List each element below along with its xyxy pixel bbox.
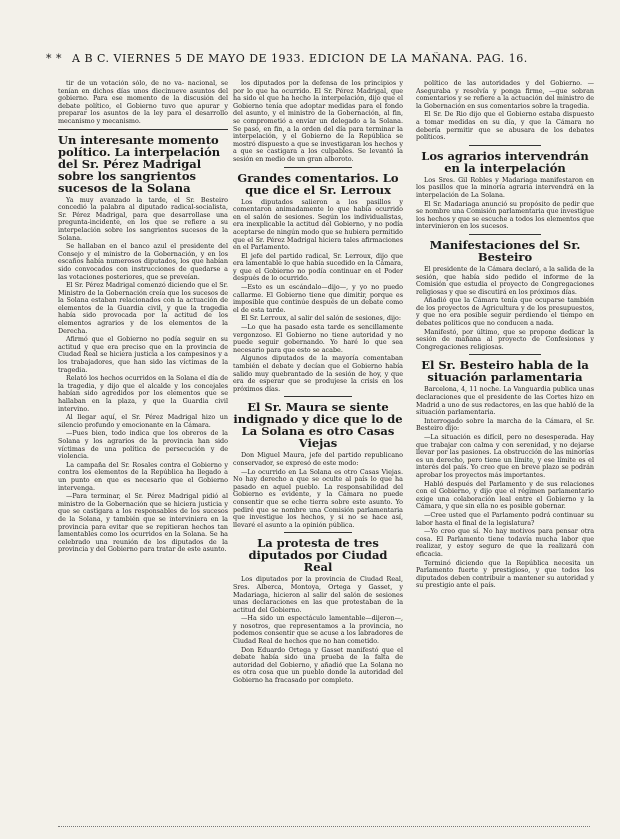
headline-interpelacion-perez-madrigal: Un interesante momento político. La interpelación del Sr. Pérez Madrigal sobre los sangrientos sucesos de la Solana [58,132,221,195]
paragraph: Don Miguel Maura, jefe del partido republicano conservador, se expresó de este modo: [233,451,403,467]
column-3 [416,80,594,819]
paragraph: —Yo creo que sí. No hay motivos para pensar otra cosa. El Parlamento tiene todavía mucha labor que realizar, y estoy seguro de que la realizará con eficacia. [416,527,594,558]
paragraph: Algunos diputados de la mayoría comentaban también el debate y decían que el Gobierno había salido muy quebrantado de la sesión de hoy, y que era de esperar que se produjese la crisis en los próximos días. [233,354,403,393]
header-title: A B C. VIERNES 5 DE MAYO DE 1933. EDICION DE LA MAÑANA. PAG. 16. [72,52,528,65]
headline-maura-indignado: El Sr. Maura se siente indignado y dice que lo de La Solana es otro Casas Viejas [233,400,403,451]
page-header [46,52,606,68]
paragraph: La campaña del Sr. Rosales contra el Gobierno y contra los elementos de la República ha llegado a un punto en que es necesario que el Gobierno intervenga. [58,460,228,492]
paragraph: Añadió que la Cámara tenía que ocuparse también de los proyectos de Agricultura y de los presupuestos, y que no era posible seguir perdiendo el tiempo en debates políticos que no conducen a nada. [416,296,594,328]
divider [469,234,540,235]
paragraph: Los Sres. Gil Robles y Madariaga manifestaron en los pasillos que la minoría agraria intervendrá en la interpelación de La Solana. [416,175,594,199]
paragraph: Terminó diciendo que la República necesita un Parlamento fuerte y prestigioso, y que todos los diputados deben contribuir a mantener su autoridad y su prestigio ante el país. [416,558,594,590]
divider [469,354,540,355]
headline-manifestaciones-besteiro: Manifestaciones del Sr. Besteiro [429,237,581,264]
paragraph: Don Eduardo Ortega y Gasset manifestó que el debate había sido una prueba de la falta de autoridad del Gobierno, y añadió que La Solana no es otra cosa que un pueblo donde la autoridad del Gobierno ha fracasado por completo. [233,645,403,685]
paragraph: —La situación es difícil, pero no desesperada. Hay que trabajar con calma y con serenidad, y no dejarse llevar por las pasiones. La obstrucción de las minorías es un derecho, pero tiene un límite, y ese límite es el interés del país. Yo creo que en breve plazo se podrán aprobar los proyectos más importantes. [416,433,594,479]
divider [284,532,352,533]
paragraph: El Sr. Lerroux, al salir del salón de sesiones, dijo: [241,314,402,323]
divider [284,396,352,397]
paragraph: El Sr. De Rio dijo que el Gobierno estaba dispuesto a tomar medidas en su día, y que la Cámara no debería permitir que se abusara de los debates políticos. [416,110,594,142]
paragraph: Manifestó, por último, que se propone dedicar la sesión de mañana al proyecto de Confesiones y Congregaciones religiosas. [416,327,594,351]
paragraph: —Lo ocurrido en La Solana es otro Casas Viejas. No hay derecho a que se oculte al país lo que ha pasado en aquel pueblo. La responsabilidad del Gobierno es evidente, y la Cámara no puede consentir que se eche tierra sobre este asunto. Yo pediré que se nombre una Comisión parlamentaria que investigue los hechos, y si no se hace así, llevaré el asunto a la opinión pública. [233,467,403,529]
column-2 [233,80,403,819]
header-stars: * * [46,52,62,65]
col1-lead [58,80,228,126]
divider [284,167,352,168]
paragraph: Interrogado sobre la marcha de la Cámara, el Sr. Besteiro dijo: [416,416,594,433]
paragraph: —Cree usted que el Parlamento podrá continuar su labor hasta el final de la legislatura? [416,510,594,527]
headline-besteiro-situacion-parlamentaria: El Sr. Besteiro habla de la situación parlamentaria [421,358,589,385]
paragraph: El presidente de la Cámara declaró, a la salida de la sesión, que había sido pedido el informe de la Comisión que estudia el proyecto de Congregaciones religiosas y que se discutirá en los próximos días. [416,264,594,296]
paragraph: —Esto es un escándalo—dijo—, y yo no puedo callarme. El Gobierno tiene que dimitir, porque es imposible que continúe después de un debate como el de esta tarde. [233,283,403,314]
paragraph: El jefe del partido radical, Sr. Lerroux, dijo que era lamentable lo que había sucedido en la Cámara, y que el Gobierno no podía continuar en el Poder después de lo ocurrido. [233,251,403,283]
paragraph: El Sr. Pérez Madrigal comenzó diciendo que el Sr. Ministro de la Gobernación creía que los sucesos de la Solana estaban relacionados con la actuación de elementos de la Guardia civil, y que la tragedia había sido provocada por la actitud de los elementos agrarios y de los elementos de la Derecha. [58,281,228,335]
paragraph: Barcelona, 4, 11 noche. La Vanguardia publica unas declaraciones que el presidente de las Cortes hizo en Madrid a uno de sus redactores, en las que habló de la situación parlamentaria. [416,385,594,417]
paragraph: El Sr. Madariaga anunció su propósito de pedir que se nombre una Comisión parlamentaria que investigue los hechos y que se escuche a todos los elementos que intervinieron en los sucesos. [416,199,594,231]
paragraph: Ya muy avanzado la tarde, el Sr. Besteiro concedió la palabra al diputado radical-socialista, Sr. Pérez Madrigal, para que desarrollase una pregunta-incidente, en los que se refiere a su interpelación sobre los sangrientos sucesos de la Solana. [58,195,228,242]
paragraph: Se hallaban en el banco azul el presidente del Consejo y el ministro de la Gobernación, y en los escaños había numerosos diputados, los que habían sido convocados con instrucciones de quedarse a las votaciones posteriores, que se preveían. [58,242,228,281]
divider [469,145,540,146]
paragraph: Al llegar aquí, el Sr. Pérez Madrigal hizo un silencio profundo y emocionante en la Cámara. [58,413,228,429]
paragraph: tir de un votación sólo, de no va- nacional, se tenían en dichos días unos diecinueve asuntos del gobierno. Para ese momento de la discusión del debate político, el Gobierno tuvo que apurar y preparar los asuntos de la ley para el desarrollo mecanismo y mecanismo. [58,80,228,125]
paragraph: —Lo que ha pasado esta tarde es sencillamente vergonzoso. El Gobierno no tiene autoridad y no puede seguir gobernando. Yo haré lo que sea necesario para que esto se acabe. [233,323,403,354]
page-bottom-rule [58,826,590,827]
headline-comentarios-lerroux: Grandes comentarios. Lo que dice el Sr. Lerroux [237,170,399,197]
divider [58,129,228,130]
column-1 [58,80,228,819]
paragraph: político de las autoridades y del Gobierno. —Aseguraba y resolvía y ponga firme, —que sobran comentarios y se refiere a la actuación del ministro de la Gobernación en sus comentarios sobre la tragedia. [416,80,594,110]
paragraph: Habló después del Parlamento y de sus relaciones con el Gobierno, y dijo que el régimen parlamentario exige una colaboración leal entre el Gobierno y la Cámara, y que sin ella no es posible gobernar. [416,479,594,511]
paragraph: Los diputados por la provincia de Ciudad Real, Sres. Alberca, Montoya, Ortega y Gasset, y Madariaga, hicieron al salir del salón de sesiones unas declaraciones en las que protestaban de la actitud del Gobierno. [233,575,403,614]
paragraph: —Ha sido un espectáculo lamentable—dijeron—, y nosotros, que representamos a la provincia, no podemos consentir que se acuse a los labradores de Ciudad Real de hechos que no han cometido. [233,614,403,646]
paragraph: Los diputados salieron a los pasillos y comentaron animadamente lo que había ocurrido en el salón de sesiones. Según los individualistas, era inexplicable la actitud del Gobierno, y no podía aceptarse de ningún modo que se hubiera permitido que el Sr. Pérez Madrigal hiciera tales afirmaciones en el Parlamento. [233,197,403,252]
paragraph: los diputados por la defensa de los principios y por lo que ha ocurrido. El Sr. Pérez Madrigal, que ha sido el que ha hecho la interpelación, dijo que el Gobierno tenía que adoptar medidas para el fondo del asunto, y el ministro de la Gobernación, al fin, se comprometió a enviar un delegado a la Solana. Se pasó, en fin, a la orden del día para terminar la interpelación, y el Gobierno de la República se mostró dispuesto a que se investigaran los hechos y a que se castigara a los culpables. Se levantó la sesión en medio de un gran alboroto. [233,80,403,163]
paragraph: Relató los hechos ocurridos en la Solana el día de la tragedia, y dijo que el alcalde y los concejales habían sido agredidos por los elementos que se hallaban en la plaza, y que la Guardia civil intervino. [58,374,228,413]
headline-protesta-ciudad-real: La protesta de tres diputados por Ciudad Real [248,536,388,575]
col1-body [58,197,228,554]
paragraph: —Para terminar, el Sr. Pérez Madrigal pidió al ministro de la Gobernación que se hiciera justicia y que se castigara a los responsables de los sucesos de la Solana, y también que se interviniera en la provincia para evitar que se repitieran hechos tan lamentables como los ocurridos en la Solana. Se ha celebrado una reunión de los diputados de la provincia y del Gobierno para tratar de este asunto. [58,492,228,554]
paragraph: —Pues bien, todo indica que los obreros de la Solana y los agrarios de la provincia han sido víctimas de una política de persecución y de violencia. [58,429,228,461]
paragraph: Afirmó que el Gobierno no podía seguir en su actitud y que era preciso que en la provincia de Ciudad Real se hiciera justicia a los campesinos y a los trabajadores, que han sido las víctimas de la tragedia. [58,335,228,374]
headline-agrarios-interpelacion: Los agrarios intervendrán en la interpelación [421,148,589,175]
